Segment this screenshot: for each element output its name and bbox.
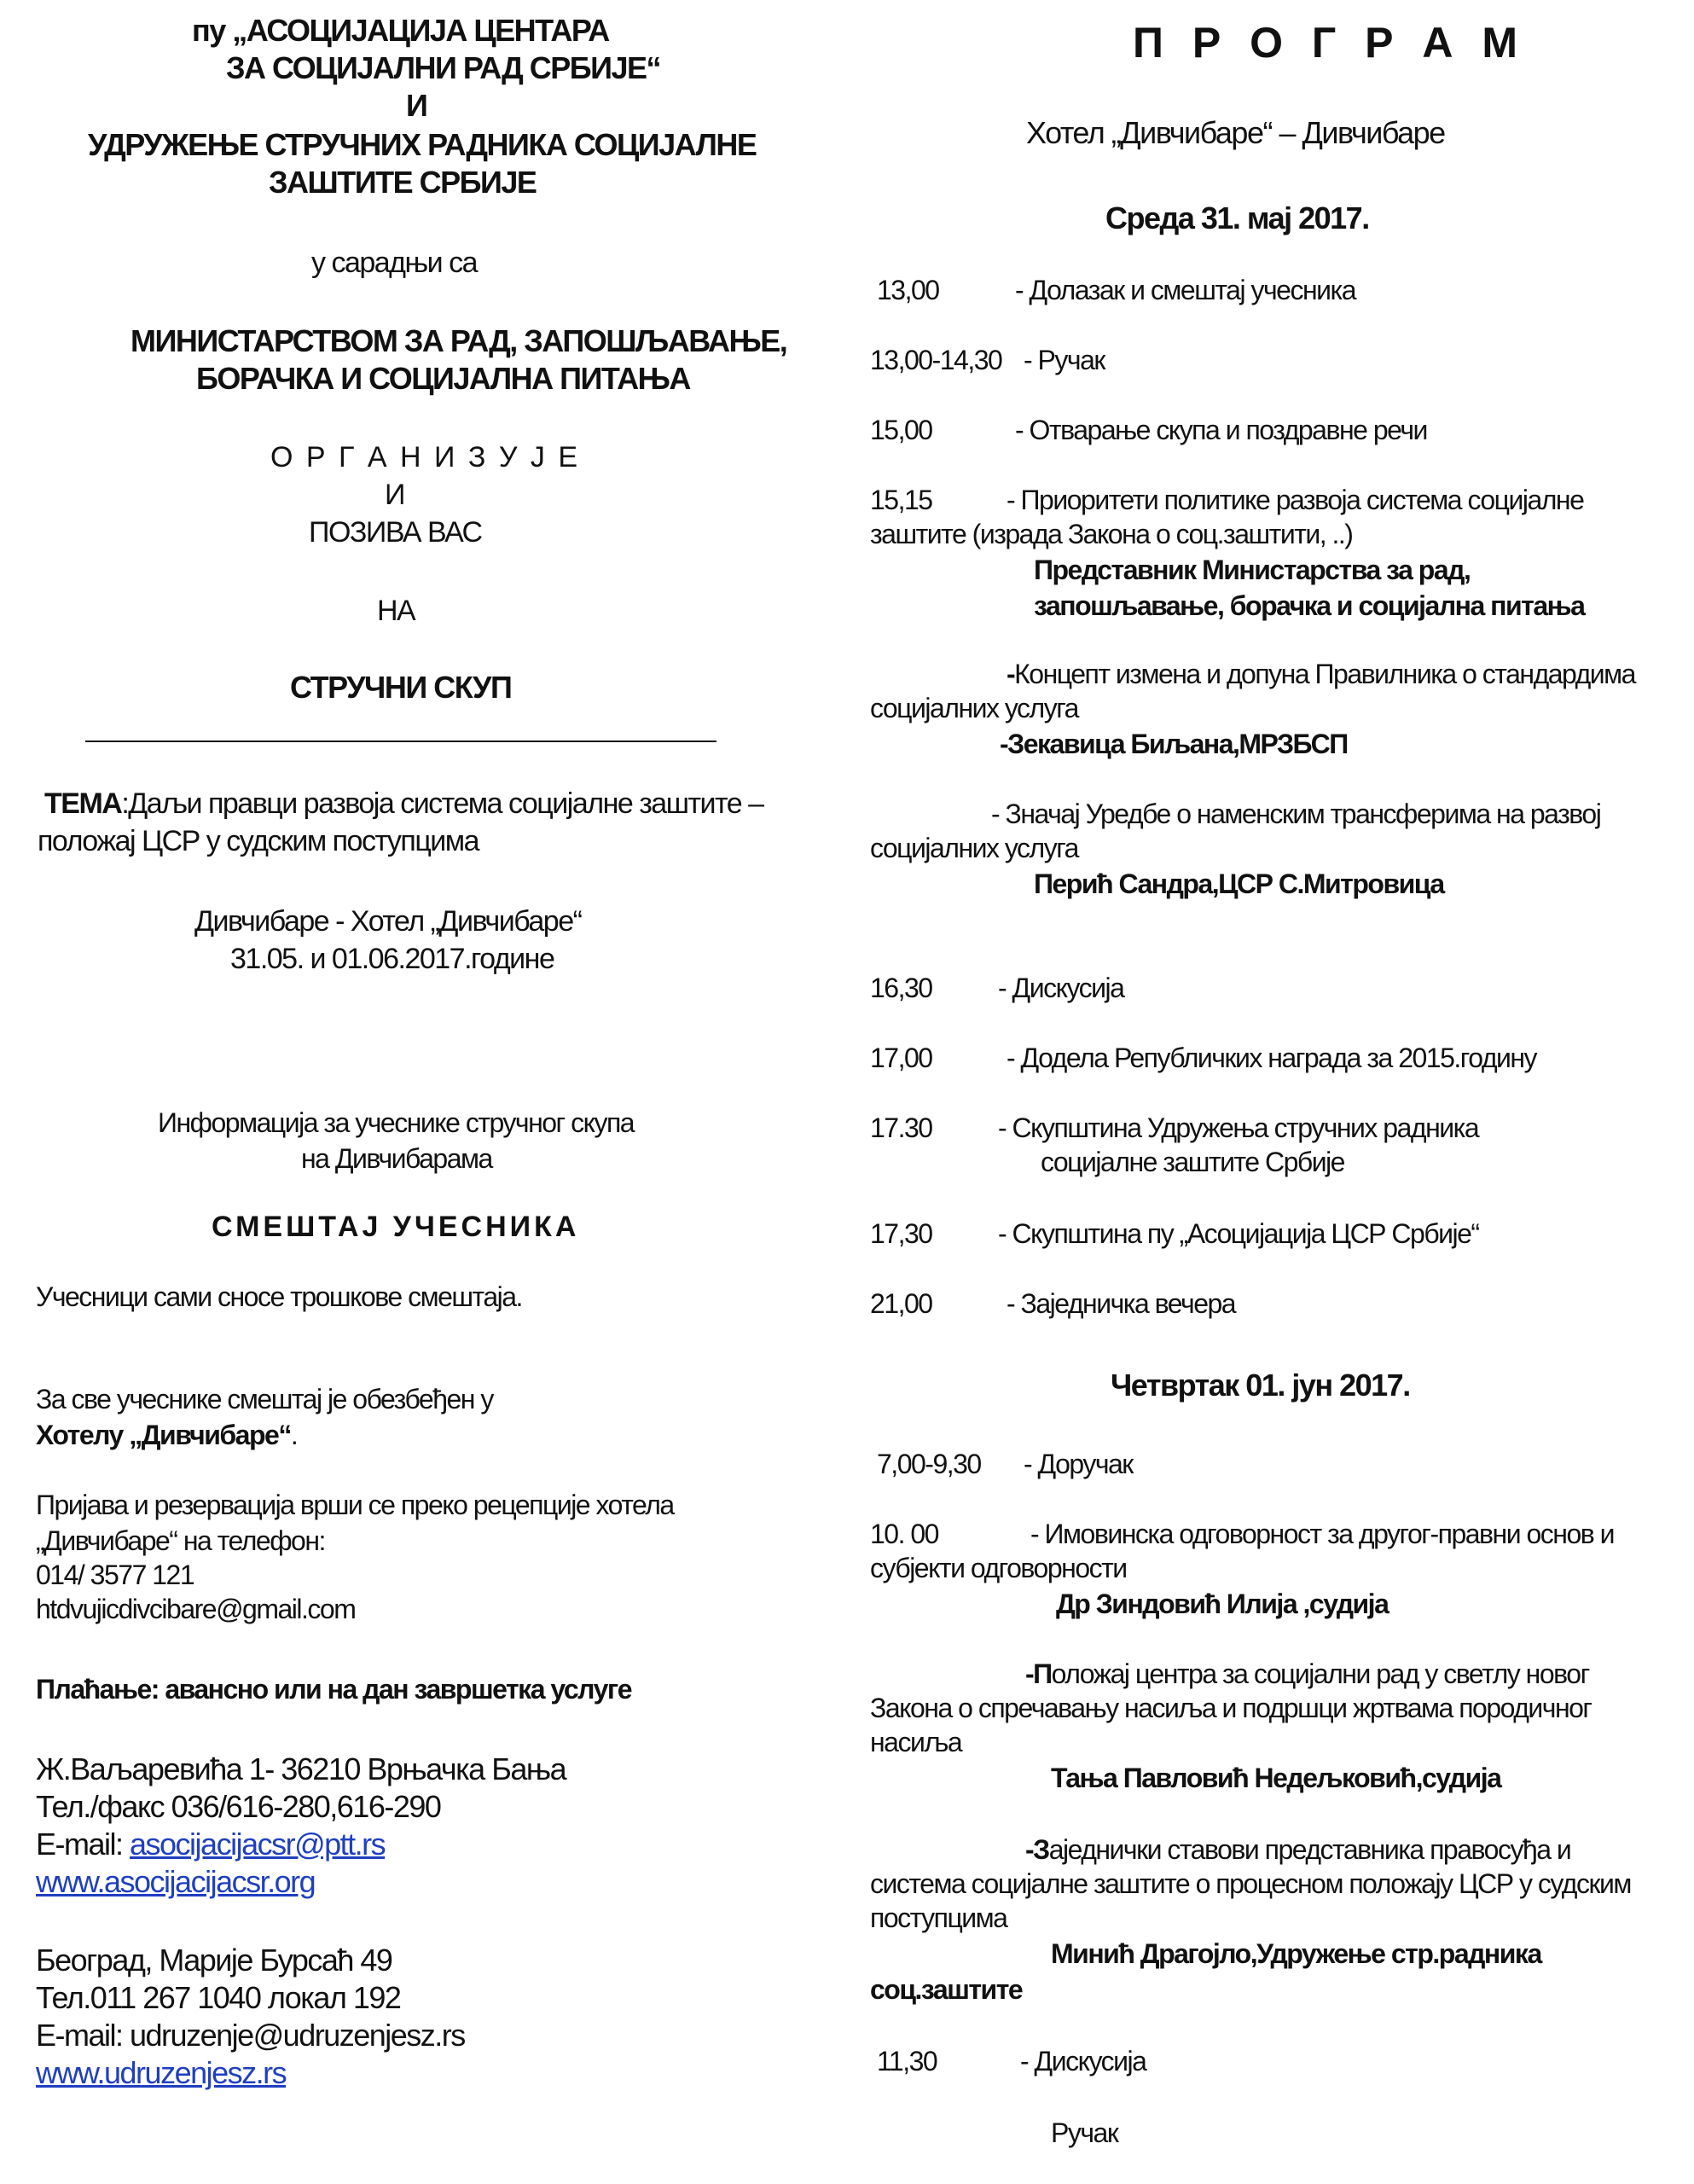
agenda-time: 17,30 (870, 1218, 932, 1249)
speaker-name: Перић Сандра,ЦСР С.Митровица (1034, 868, 1444, 899)
agenda-time: 17.30 (870, 1112, 932, 1143)
speaker-name: Представник Министарства за рад, (1034, 555, 1471, 585)
addr2-web-link[interactable]: www.udruzenjesz.rs (36, 2055, 287, 2090)
addr1-line1: Ж.Ваљаревића 1- 36210 Врњачка Бања (36, 1751, 566, 1786)
provided-line1: За све учеснике смештај је обезбеђен у (36, 1384, 493, 1414)
and-1: И (406, 88, 427, 123)
agenda-text: - Додела Републичких награда за 2015.годину (1007, 1043, 1537, 1073)
agenda-text: - Долазак и смештај учесника (1015, 275, 1355, 305)
addr2-email: E-mail: udruzenje@udruzenjesz.rs (36, 2018, 465, 2053)
right-column (853, 0, 1694, 2184)
joint-line2: система социјалне заштите о процесном положају ЦСР у судским (870, 1868, 1631, 1899)
ministry-line1: МИНИСТАРСТВОМ ЗА РАД, ЗАПОШЉАВАЊЕ, (131, 323, 787, 358)
joint-line3: поступцима (870, 1902, 1007, 1933)
concept-line2: социјалних услуга (870, 693, 1078, 723)
provided-dot: . (290, 1420, 298, 1450)
regulation-line2: социјалних услуга (870, 833, 1078, 863)
info-line1: Информација за учеснике стручног скупа (158, 1107, 635, 1138)
addr1-email-row (36, 1826, 385, 1863)
addr1-email-label: E-mail: (36, 1827, 131, 1862)
agenda-text: - Скупштина Удружења стручних радника (998, 1112, 1479, 1143)
venue-text: Хотел „Дивчибаре“ – Дивчибаре (1026, 115, 1445, 150)
org1-line2: ЗА СОЦИЈАЛНИ РАД СРБИЈЕ“ (226, 50, 661, 85)
addr1-web-row (36, 1863, 315, 1901)
booking-line1: Пријава и резервација врши се преко рецепције хотела (36, 1490, 674, 1520)
cooperation-text: у сарадњи са (311, 247, 477, 279)
agenda-time: 15,15 (870, 485, 932, 515)
divider-line (85, 741, 716, 742)
agenda-text: - Дискусија (998, 973, 1124, 1003)
regulation-line1: - Значај Уредбе о наменским трансферима на развој (991, 799, 1601, 829)
position-line2: Закона о спречавању насиља и подршци жртвама породичног (870, 1693, 1592, 1723)
lunch-text: Ручак (1051, 2117, 1118, 2148)
provided-hotel: Хотелу „Дивчибаре“ (36, 1420, 291, 1450)
agenda-text-cont: социјалне заштите Србије (1041, 1147, 1344, 1177)
addr2-line2: Тел.011 267 1040 локал 192 (36, 1980, 401, 2015)
booking-line2: „Дивчибаре“ на телефон: (36, 1525, 325, 1556)
agenda-text: - Заједничка вечера (1007, 1288, 1236, 1319)
org2-line1: УДРУЖЕЊЕ СТРУЧНИХ РАДНИКА СОЦИЈАЛНЕ (88, 127, 757, 162)
joint-text: аједнички ставови представника правосуђа и (1048, 1834, 1571, 1865)
to-text: НА (377, 595, 415, 627)
agenda-text: - Отварање скупа и поздравне речи (1015, 415, 1427, 445)
agenda-time: 10. 00 (870, 1519, 938, 1549)
theme-line1 (44, 785, 763, 822)
speaker-name: запошљавање, борачка и социјална питања (1034, 590, 1585, 621)
agenda-text-cont: субјекти одговорности (870, 1553, 1127, 1583)
agenda-text: - Скупштина пу „Асоцијација ЦСР Србије“ (998, 1218, 1479, 1249)
agenda-text: - Приоритети политике развоја система социјалне (1007, 485, 1584, 515)
speaker-name: Минић Драгојло,Удружење стр.радника (1051, 1938, 1541, 1969)
concept-line1 (1007, 657, 1635, 691)
agenda-time: 7,00-9,30 (877, 1449, 981, 1479)
program-title: П Р О Г Р А М (1133, 19, 1526, 67)
agenda-text: - Дискусија (1020, 2046, 1146, 2077)
speaker-name: Тања Павловић Недељковић,судија (1051, 1763, 1501, 1793)
location-text: Дивчибаре - Хотел „Дивчибаре“ (194, 905, 582, 938)
payment-text: Плаћање: авансно или на дан завршетка услуге (36, 1674, 631, 1705)
addr2-line1: Београд, Марије Бурсаћ 49 (36, 1943, 392, 1978)
addr1-line2: Тел./факс 036/616-280,616-290 (36, 1789, 441, 1824)
costs-text: Учесници сами сносе трошкове смештаја. (36, 1281, 522, 1312)
ministry-line2: БОРАЧКА И СОЦИЈАЛНА ПИТАЊА (196, 361, 690, 396)
speaker-name-cont: соц.заштите (870, 1974, 1023, 2005)
speaker-name: -Зекавица Биљана,МРЗБСП (1000, 729, 1348, 759)
position-line3: насиља (870, 1727, 962, 1757)
day1-heading: Среда 31. мај 2017. (1105, 200, 1369, 235)
position-text: оложај центра за социјални рад у светлу новог (1051, 1658, 1589, 1689)
agenda-text: - Ручак (1024, 345, 1105, 375)
organizes-text: О Р Г А Н И З У Ј Е (270, 441, 581, 473)
left-column (0, 0, 819, 2184)
agenda-time: 11,30 (877, 2046, 937, 2077)
agenda-time: 15,00 (870, 415, 932, 445)
joint-dash: -З (1025, 1834, 1049, 1865)
theme-line2: положај ЦСР у судским поступцима (38, 825, 479, 857)
agenda-text: - Доручак (1024, 1449, 1133, 1479)
addr1-email-link[interactable]: asocijacijacsr@ptt.rs (130, 1827, 386, 1862)
invites-text: ПОЗИВА ВАС (309, 516, 482, 549)
theme-label: ТЕМА (44, 787, 122, 820)
org2-line2: ЗАШТИТЕ СРБИЈЕ (269, 165, 537, 200)
agenda-time: 13,00-14,30 (870, 345, 1002, 375)
agenda-text-cont: заштите (израда Закона о соц.заштити, ..) (870, 519, 1353, 549)
and-2: И (385, 479, 404, 511)
concept-text: Концепт измена и допуна Правилника о стандардима (1014, 659, 1635, 689)
agenda-time: 21,00 (870, 1288, 932, 1319)
agenda-text: - Имовинска одговорност за другог-правни основ и (1030, 1519, 1615, 1549)
concept-dash: - (1007, 659, 1015, 689)
agenda-time: 17,00 (870, 1043, 932, 1073)
info-line2: на Дивчибарама (301, 1143, 492, 1174)
agenda-time: 13,00 (877, 275, 939, 305)
theme-text: :Даљи правци развоја система социјалне заштите – (121, 787, 763, 820)
hotel-email: htdvujicdivcibare@gmail.com (36, 1594, 356, 1624)
day2-heading: Четвртак 01. јун 2017. (1111, 1368, 1410, 1403)
position-line1 (1025, 1657, 1589, 1691)
addr2-web-row (36, 2054, 286, 2092)
position-dash: -П (1025, 1658, 1052, 1689)
joint-line1 (1025, 1833, 1570, 1867)
org1-line1: пу „АСОЦИЈАЦИЈА ЦЕНТАРА (192, 13, 609, 48)
provided-line2 (36, 1418, 297, 1452)
addr1-web-link[interactable]: www.asocijacijacsr.org (36, 1864, 316, 1899)
speaker-name: Др Зиндовић Илија ,судија (1056, 1589, 1389, 1619)
hotel-phone: 014/ 3577 121 (36, 1560, 194, 1590)
event-type: СТРУЧНИ СКУП (290, 670, 512, 705)
accommodation-heading: СМЕШТАЈ УЧЕСНИКА (212, 1211, 580, 1243)
dates-text: 31.05. и 01.06.2017.године (230, 943, 554, 975)
agenda-time: 16,30 (870, 973, 932, 1003)
